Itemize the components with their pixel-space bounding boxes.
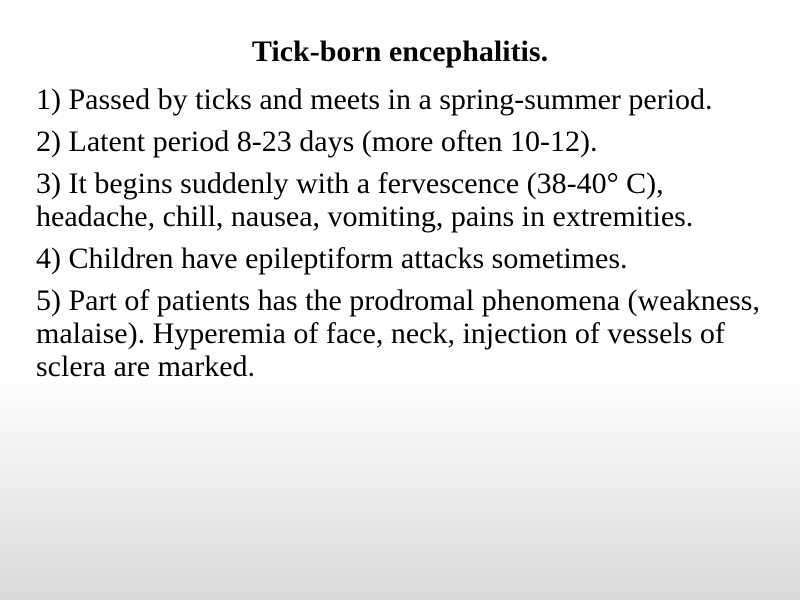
slide-title: Tick-born encephalitis. <box>251 35 549 68</box>
symptom-list <box>36 83 776 392</box>
list-item-4: 4) Children have epileptiform attacks sometimes. <box>36 242 628 275</box>
list-item-3: 3) It begins suddenly with a fervescence (38-40° C), headache, chill, nausea, vomiting, pains in extremities. <box>36 167 694 233</box>
list-item-5: 5) Part of patients has the prodromal phenomena (weakness, malaise). Hyperemia of face, neck, injection of vessels of sclera are marked. <box>36 284 760 383</box>
list-item-2: 2) Latent period 8-23 days (more often 10-12). <box>36 125 598 158</box>
list-item-1: 1) Passed by ticks and meets in a spring-summer period. <box>36 83 713 116</box>
